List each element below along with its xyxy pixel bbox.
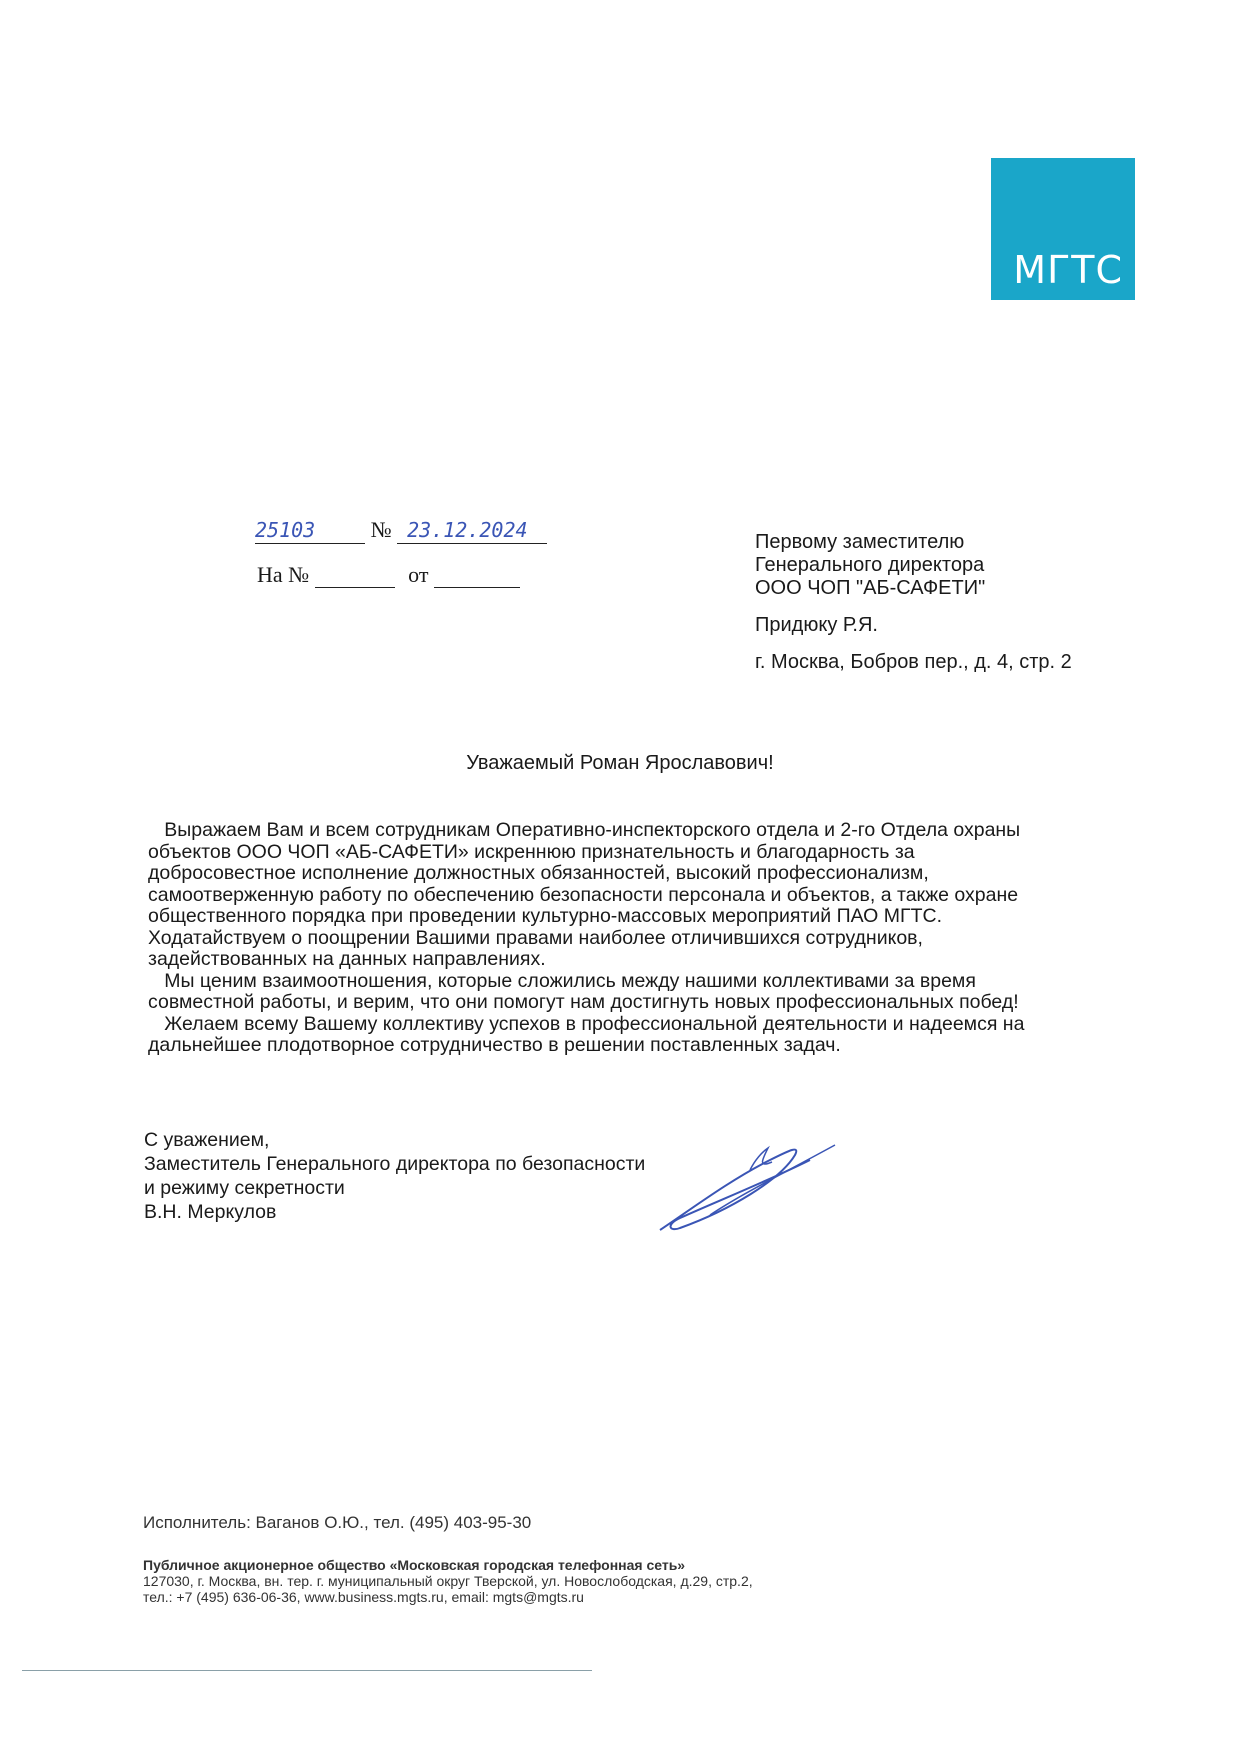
document-date: 23.12.2024 xyxy=(407,518,528,542)
letter-body xyxy=(148,820,1148,1057)
body-line: совместной работы, и верим, что они помогут нам достигнуть новых профессиональных побед! xyxy=(148,991,1019,1013)
body-line: Мы ценим взаимоотношения, которые сложились между нашими коллективами за время xyxy=(148,969,976,992)
footer-contacts: тел.: +7 (495) 636-06-36, www.business.mgts.ru, email: mgts@mgts.ru xyxy=(143,1589,584,1605)
footer-divider xyxy=(22,1670,592,1671)
body-line: задействованных на данных направлениях. xyxy=(148,948,546,970)
reply-reference xyxy=(257,562,520,588)
addressee xyxy=(755,531,1072,674)
footer-company: Публичное акционерное общество «Московская городская телефонная сеть» xyxy=(143,1557,686,1573)
date-field xyxy=(397,518,547,544)
outgoing-number-field xyxy=(255,518,365,544)
addressee-name: Придюку Р.Я. xyxy=(755,614,878,636)
reply-prefix: На № xyxy=(257,562,310,587)
body-line: Выражаем Вам и всем сотрудникам Оперативно-инспекторского отдела и 2-го Отдела охраны xyxy=(148,819,1021,841)
reply-from: от xyxy=(408,562,429,587)
addressee-line: ООО ЧОП "АБ-САФЕТИ" xyxy=(755,577,986,599)
reply-number-blank xyxy=(315,587,395,588)
company-footer xyxy=(143,1557,753,1605)
logo-text: МГТС xyxy=(1013,248,1123,292)
footer-address: 127030, г. Москва, вн. тер. г. муниципальный округ Тверской, ул. Новослободская, д.29, стр.2, xyxy=(143,1573,753,1589)
signer-name: В.Н. Меркулов xyxy=(144,1201,277,1223)
executor-info: Исполнитель: Ваганов О.Ю., тел. (495) 403-95-30 xyxy=(143,1513,532,1532)
signature-block xyxy=(144,1128,645,1224)
body-line: самоотверженную работу по обеспечению безопасности персонала и объектов, а также охране xyxy=(148,883,1019,906)
handwritten-signature xyxy=(650,1140,840,1240)
reply-date-blank xyxy=(434,587,520,588)
closing: С уважением, xyxy=(144,1129,270,1151)
body-line: Ходатайствуем о поощрении Вашими правами наиболее отличившихся сотрудников, xyxy=(148,926,923,949)
body-line: добросовестное исполнение должностных обязанностей, высокий профессионализм, xyxy=(148,862,929,884)
body-line: объектов ООО ЧОП «АБ-САФЕТИ» искреннюю признательность и благодарность за xyxy=(148,840,915,863)
signer-position: Заместитель Генерального директора по безопасности xyxy=(144,1153,646,1175)
addressee-address: г. Москва, Бобров пер., д. 4, стр. 2 xyxy=(755,651,1072,673)
addressee-line: Первому заместителю xyxy=(755,531,965,553)
mgts-logo xyxy=(991,158,1135,300)
outgoing-number: 25103 xyxy=(255,518,316,542)
body-line: Желаем всему Вашему коллективу успехов в профессиональной деятельности и надеемся на xyxy=(148,1012,1025,1035)
registration-line xyxy=(255,517,547,551)
number-sign: № xyxy=(370,517,392,542)
greeting: Уважаемый Роман Ярославович! xyxy=(466,752,774,774)
signer-position-cont: и режиму секретности xyxy=(144,1177,345,1199)
addressee-line: Генерального директора xyxy=(755,554,985,576)
body-line: дальнейшее плодотворное сотрудничество в решении поставленных задач. xyxy=(148,1034,841,1056)
body-line: общественного порядка при проведении культурно-массовых мероприятий ПАО МГТС. xyxy=(148,905,942,927)
